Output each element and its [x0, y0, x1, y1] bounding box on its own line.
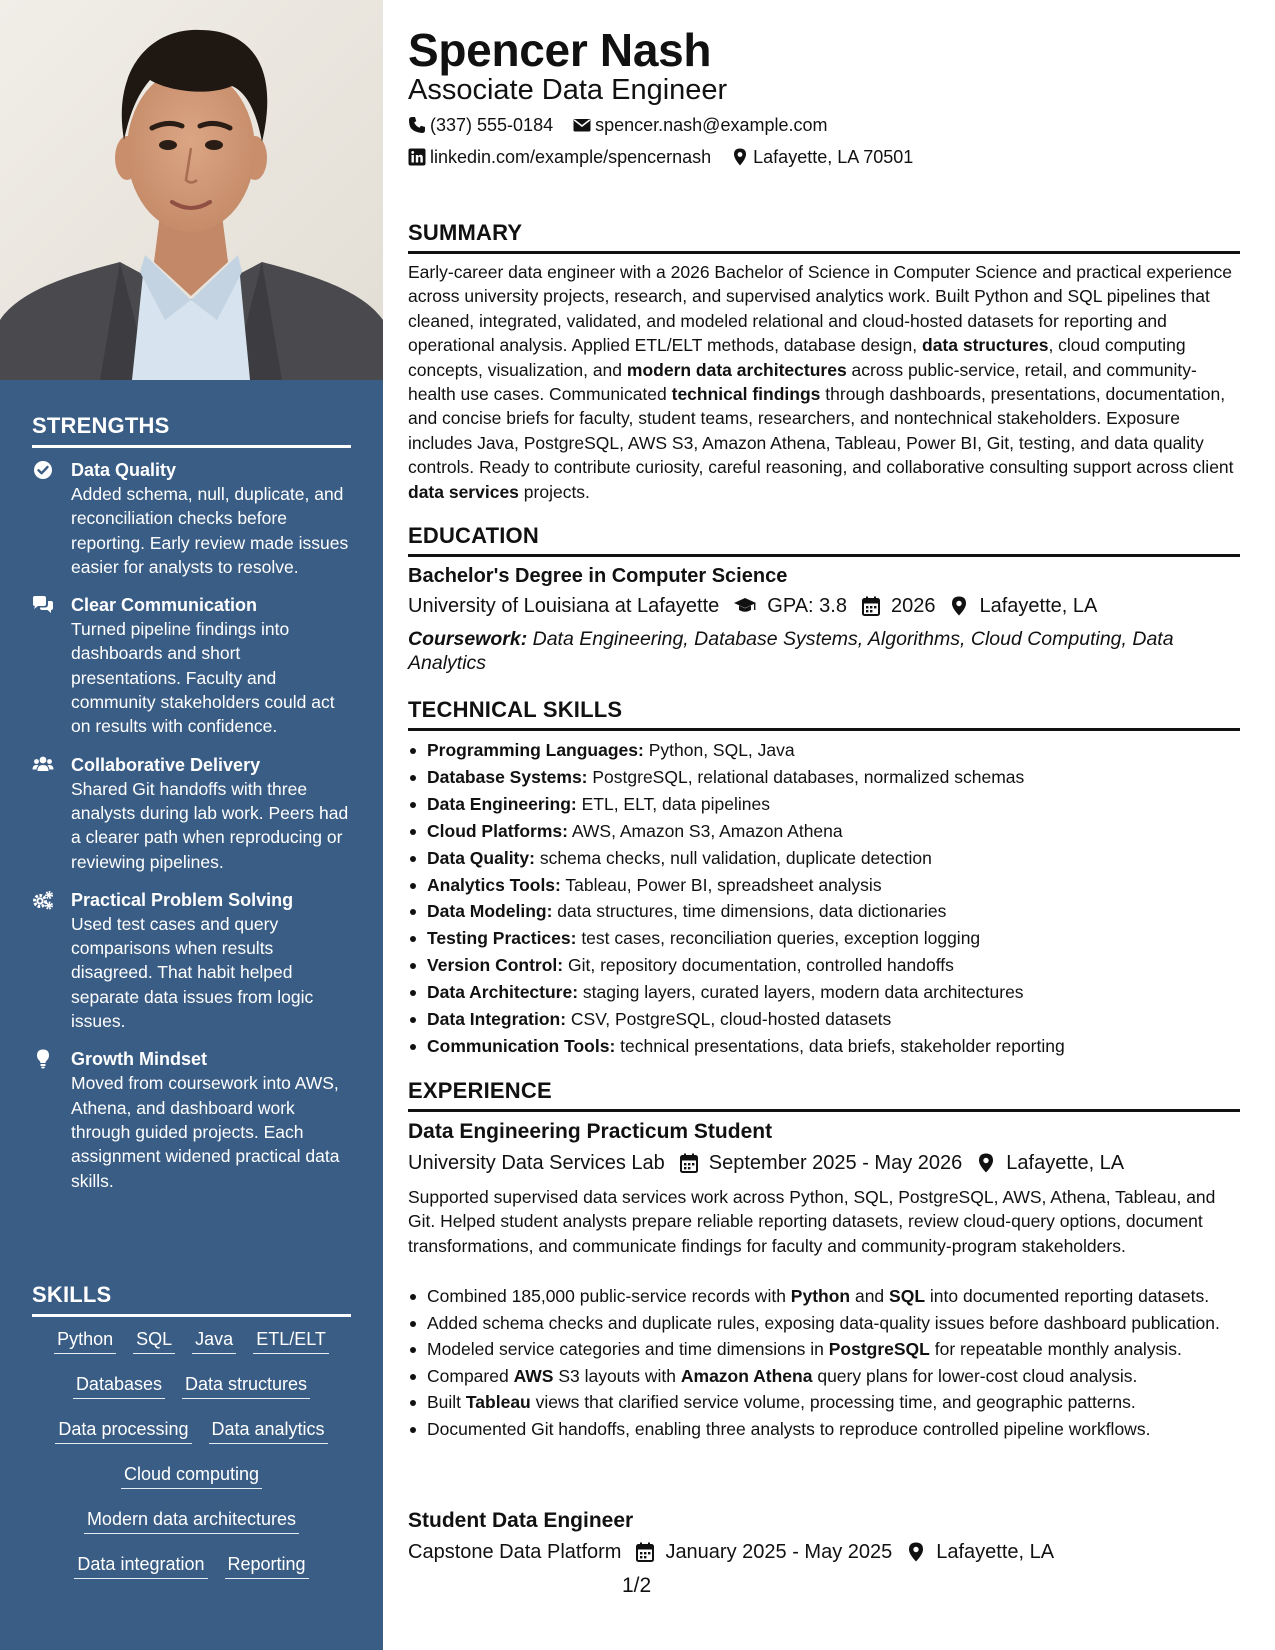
- strength-title: Growth Mindset: [71, 1049, 207, 1070]
- skill-values: Git, repository documentation, controlled handoffs: [563, 955, 954, 976]
- strength-item: [32, 753, 354, 874]
- strength-item: [32, 888, 354, 1033]
- comments-icon: [32, 595, 54, 615]
- education-heading: EDUCATION: [408, 523, 1240, 557]
- text-run: Modeled service categories and time dimensions in: [427, 1339, 829, 1359]
- strength-item: [32, 1047, 354, 1192]
- job-dates-group: [635, 1539, 892, 1565]
- calendar-icon: [635, 1542, 655, 1562]
- coursework: [408, 627, 1228, 675]
- education-meta: [408, 593, 1097, 619]
- map-marker-icon: [731, 148, 749, 166]
- job-dates-group: [679, 1150, 963, 1176]
- skill-category: Data Quality:: [427, 847, 535, 868]
- linkedin-contact[interactable]: [408, 145, 711, 169]
- skill-category: Data Engineering:: [427, 793, 577, 814]
- text-run: Built: [427, 1392, 466, 1412]
- skill-tag: SQL: [133, 1327, 175, 1354]
- text-run: , cloud computing concepts, visualization, and: [408, 335, 1186, 380]
- skill-category: Data Integration:: [427, 1009, 567, 1030]
- skill-values: ETL, ELT, data pipelines: [576, 793, 771, 814]
- technical-skill-item: [408, 818, 1238, 845]
- skill-values: Python, SQL, Java: [643, 740, 795, 760]
- skills-heading: SKILLS: [32, 1282, 351, 1317]
- job-dates: September 2025 - May 2026: [708, 1152, 963, 1174]
- text-run: and: [850, 1286, 890, 1306]
- job-organization: Capstone Data Platform: [408, 1541, 622, 1563]
- skill-tag: Data analytics: [209, 1417, 328, 1444]
- coursework-list: Data Engineering, Database Systems, Algorithms, Cloud Computing, Data Analytics: [408, 628, 1174, 674]
- year-group: [861, 593, 936, 619]
- skill-tag: Cloud computing: [121, 1462, 262, 1489]
- text-run: S3 layouts with: [553, 1365, 681, 1386]
- skill-category: Data Modeling:: [427, 901, 553, 922]
- text-run: for repeatable monthly analysis.: [929, 1339, 1182, 1359]
- text-run: views that clarified service volume, processing time, and geographic patterns.: [530, 1392, 1136, 1412]
- text-run: Combined 185,000 public-service records with: [427, 1286, 791, 1306]
- education-location: Lafayette, LA: [979, 595, 1098, 617]
- gears-icon: [32, 890, 54, 910]
- strength-title: Clear Communication: [71, 595, 258, 616]
- candidate-name: Spencer Nash: [408, 24, 712, 76]
- summary-heading: SUMMARY: [408, 220, 1240, 254]
- strength-description: Added schema, null, duplicate, and reconciliation checks before reporting. Early review made issues easier for analysts to resolve.: [71, 484, 349, 577]
- skill-category: Testing Practices:: [427, 928, 577, 949]
- strength-description: Turned pipeline findings into dashboards and short presentations. Faculty and community stakeholders could act on results with confidence.: [71, 619, 335, 737]
- skill-tag: ETL/ELT: [253, 1327, 329, 1354]
- skill-tag: Databases: [73, 1372, 165, 1399]
- strengths-heading: STRENGTHS: [32, 413, 351, 448]
- contact-row: [408, 113, 848, 137]
- strength-description: Moved from coursework into AWS, Athena, and dashboard work through guided projects. Each assignment widened practical data skills.: [71, 1073, 340, 1191]
- skill-values: PostgreSQL, relational databases, normalized schemas: [587, 766, 1025, 787]
- profile-photo: [0, 0, 383, 380]
- map-marker-icon: [949, 596, 969, 616]
- skill-values: schema checks, null validation, duplicate detection: [534, 847, 932, 868]
- job-bullet: [408, 1337, 1238, 1361]
- text-run: Documented Git handoffs, enabling three analysts to reproduce controlled pipeline workflows.: [427, 1418, 1151, 1439]
- location-text: Lafayette, LA 70501: [753, 147, 914, 167]
- users-icon: [32, 755, 54, 775]
- map-marker-icon: [976, 1153, 996, 1173]
- calendar-icon: [679, 1153, 699, 1173]
- email-address: spencer.nash@example.com: [595, 115, 828, 135]
- skill-values: Tableau, Power BI, spreadsheet analysis: [560, 874, 882, 895]
- job-location: Lafayette, LA: [936, 1541, 1055, 1563]
- job-bullet: [408, 1284, 1238, 1308]
- skills-tags: [32, 1327, 351, 1597]
- check-circle-icon: [32, 460, 54, 480]
- job-title: Data Engineering Practicum Student: [408, 1120, 773, 1143]
- bold-text: data structures: [922, 335, 1049, 356]
- contact-row: [408, 145, 933, 169]
- summary-text: [408, 260, 1238, 504]
- map-marker-icon: [906, 1542, 926, 1562]
- bold-text: Amazon Athena: [680, 1365, 813, 1386]
- skill-row: [32, 1372, 351, 1417]
- email-contact[interactable]: [573, 113, 827, 137]
- technical-skill-item: [408, 737, 1238, 764]
- phone-icon: [408, 116, 426, 134]
- job-summary: Supported supervised data services work across Python, SQL, PostgreSQL, AWS, Athena, Tableau, and Git. Helped student analysts prepare reliable reporting datasets, review cloud-query options, document transformations, and communicate findings for faculty and community-program stakeholders.: [408, 1187, 1216, 1256]
- strength-item: [32, 593, 354, 738]
- skill-category: Data Architecture:: [427, 982, 579, 1003]
- bold-text: SQL: [889, 1286, 926, 1306]
- technical-skills-heading: TECHNICAL SKILLS: [408, 697, 1240, 731]
- strength-title: Collaborative Delivery: [71, 754, 261, 775]
- technical-skill-item: [408, 845, 1238, 872]
- job-dates: January 2025 - May 2025: [665, 1541, 893, 1563]
- skill-row: [32, 1552, 351, 1597]
- text-run: into documented reporting datasets.: [925, 1286, 1210, 1306]
- location-contact: [731, 145, 913, 169]
- job-location: Lafayette, LA: [1006, 1152, 1125, 1174]
- sidebar: [0, 0, 383, 1650]
- degree-name: Bachelor's Degree in Computer Science: [408, 565, 788, 587]
- skill-category: Communication Tools:: [427, 1035, 616, 1056]
- text-run: Added schema checks and duplicate rules, exposing data-quality issues before dashboard publication.: [427, 1312, 1220, 1333]
- skill-values: technical presentations, data briefs, stakeholder reporting: [615, 1035, 1065, 1056]
- phone-number: (337) 555-0184: [430, 115, 554, 135]
- bold-text: technical findings: [671, 384, 821, 405]
- skill-category: Analytics Tools:: [427, 874, 561, 895]
- graduation-year: 2026: [890, 595, 936, 617]
- gpa-group: [733, 593, 847, 619]
- bold-text: data services: [408, 481, 519, 502]
- skill-tag: Python: [54, 1327, 116, 1354]
- skill-category: Cloud Platforms:: [427, 820, 568, 841]
- bold-text: AWS: [513, 1365, 554, 1386]
- text-run: across public-service, retail, and community-health use cases. Communicated: [408, 359, 1197, 405]
- lightbulb-icon: [32, 1049, 54, 1069]
- job-meta: [408, 1539, 1054, 1565]
- technical-skill-item: [408, 925, 1238, 952]
- job-bullet: [408, 1417, 1238, 1441]
- technical-skill-item: [408, 979, 1238, 1006]
- job-meta: [408, 1150, 1124, 1176]
- text-run: Early-career data engineer with a 2026 Bachelor of Science in Computer Science and practical experience across university projects, research, and supervised analytics work. Built Python and SQL pipelines that cleaned, integrated, validated, and modeled relational and cloud-hosted datasets for reporting and operational analysis. Applied ETL/ELT methods, database design,: [408, 262, 1232, 356]
- job-bullet: [408, 1390, 1238, 1414]
- technical-skill-item: [408, 1033, 1238, 1060]
- school-name: University of Louisiana at Lafayette: [408, 595, 720, 617]
- technical-skill-item: [408, 898, 1238, 925]
- strength-title: Practical Problem Solving: [71, 889, 294, 910]
- skill-category: Version Control:: [427, 955, 564, 976]
- skill-row: [32, 1327, 351, 1372]
- text-run: through dashboards, presentations, documentation, and concise briefs for faculty, student teams, researchers, and nontechnical stakeholders. Exposure includes Java, PostgreSQL, AWS S3, Amazon Athena, Tableau, Power BI, Git, testing, and data quality controls. Ready to contribute curiosity, careful reasoning, and collaborative consulting support across client: [408, 384, 1234, 478]
- skill-values: test cases, reconciliation queries, exception logging: [576, 928, 981, 949]
- bold-text: Tableau: [465, 1392, 531, 1412]
- skill-tag: Java: [192, 1327, 236, 1354]
- bold-text: Python: [790, 1286, 851, 1306]
- job-bullets: [408, 1284, 1238, 1443]
- job-location-group: [976, 1150, 1124, 1176]
- skill-row: [32, 1507, 351, 1552]
- graduation-cap-icon: [733, 596, 757, 616]
- skill-tag: Data integration: [74, 1552, 207, 1579]
- calendar-icon: [861, 596, 881, 616]
- skill-category: Programming Languages:: [427, 740, 644, 760]
- skill-values: CSV, PostgreSQL, cloud-hosted datasets: [566, 1009, 892, 1030]
- linkedin-url: linkedin.com/example/spencernash: [430, 147, 712, 167]
- strengths-list: [32, 458, 354, 1207]
- technical-skill-item: [408, 791, 1238, 818]
- technical-skills-list: [408, 737, 1238, 1060]
- job-title: Student Data Engineer: [408, 1509, 634, 1532]
- skill-row: [32, 1462, 351, 1507]
- strength-description: Used test cases and query comparisons when results disagreed. That habit helped separate data issues from logic issues.: [71, 913, 314, 1032]
- skill-category: Database Systems:: [427, 766, 588, 787]
- skill-tag: Modern data architectures: [84, 1507, 299, 1534]
- gpa-value: GPA: 3.8: [767, 595, 847, 617]
- text-run: projects.: [518, 481, 590, 502]
- technical-skill-item: [408, 1006, 1238, 1033]
- skill-values: AWS, Amazon S3, Amazon Athena: [567, 820, 843, 841]
- strength-item: [32, 458, 354, 579]
- coursework-label: Coursework:: [408, 628, 528, 650]
- job-bullet: [408, 1311, 1238, 1335]
- technical-skill-item: [408, 872, 1238, 899]
- job-bullet: [408, 1364, 1238, 1388]
- technical-skill-item: [408, 952, 1238, 979]
- job-organization: University Data Services Lab: [408, 1152, 665, 1174]
- job-location-group: [906, 1539, 1054, 1565]
- skill-values: data structures, time dimensions, data dictionaries: [552, 901, 947, 922]
- page-number: 1/2: [622, 1574, 652, 1597]
- strength-title: Data Quality: [71, 460, 177, 480]
- bold-text: PostgreSQL: [828, 1339, 930, 1359]
- technical-skill-item: [408, 764, 1238, 791]
- skill-tag: Data processing: [55, 1417, 191, 1444]
- linkedin-icon: [408, 148, 426, 166]
- education-location-group: [949, 593, 1097, 619]
- bold-text: modern data architectures: [626, 359, 847, 380]
- skill-row: [32, 1417, 351, 1462]
- envelope-icon: [573, 116, 591, 134]
- job-role: Associate Data Engineer: [408, 74, 728, 106]
- text-run: query plans for lower-cost cloud analysis.: [812, 1365, 1138, 1386]
- skill-tag: Data structures: [182, 1372, 310, 1399]
- text-run: Compared: [427, 1365, 514, 1386]
- strength-description: Shared Git handoffs with three analysts during lab work. Peers had a clearer path when reproducing or reviewing pipelines.: [71, 778, 349, 872]
- experience-heading: EXPERIENCE: [408, 1078, 1240, 1112]
- phone-contact[interactable]: [408, 113, 553, 137]
- skill-tag: Reporting: [225, 1552, 309, 1579]
- skill-values: staging layers, curated layers, modern data architectures: [578, 982, 1024, 1003]
